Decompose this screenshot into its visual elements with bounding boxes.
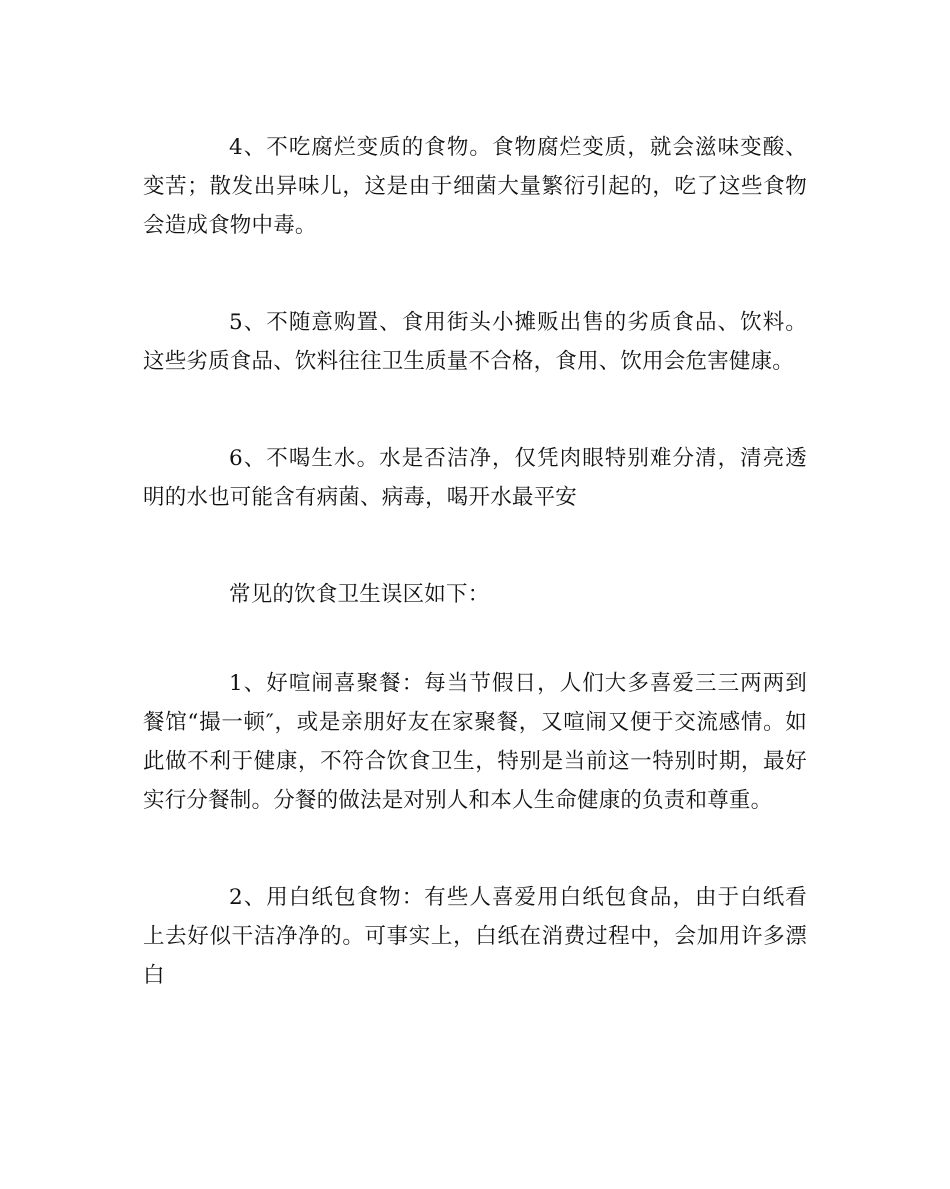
paragraph-misconceptions-heading: 常见的饮食卫生误区如下： bbox=[229, 582, 490, 607]
document-body bbox=[143, 128, 807, 1053]
paragraph-rule-4: 4、不吃腐烂变质的食物。食物腐烂变质，就会滋味变酸、变苦；散发出异味儿，这是由于细菌大量繁衍引起的，吃了这些食物会造成食物中毒。 bbox=[143, 135, 807, 238]
paragraph-misconception-1: 1、好喧闹喜聚餐：每当节假日，人们大多喜爱三三两两到餐馆“撮一顿″，或是亲朋好友在家聚餐，又喧闹又便于交流感情。如此做不利于健康，不符合饮食卫生，特别是当前这一特别时期，最好实行分餐制。分餐的做法是对别人和本人生命健康的负责和尊重。 bbox=[143, 671, 807, 813]
paragraph-misconception-2: 2、用白纸包食物：有些人喜爱用白纸包食品，由于白纸看上去好似干洁净净的。可事实上，白纸在消费过程中，会加用许多漂白 bbox=[143, 885, 807, 988]
paragraph-rule-5: 5、不随意购置、食用街头小摊贩出售的劣质食品、饮料。这些劣质食品、饮料往往卫生质量不合格，食用、饮用会危害健康。 bbox=[143, 310, 807, 374]
paragraph-rule-6: 6、不喝生水。水是否洁净，仅凭肉眼特别难分清，清亮透明的水也可能含有病菌、病毒，喝开水最平安 bbox=[143, 446, 807, 510]
